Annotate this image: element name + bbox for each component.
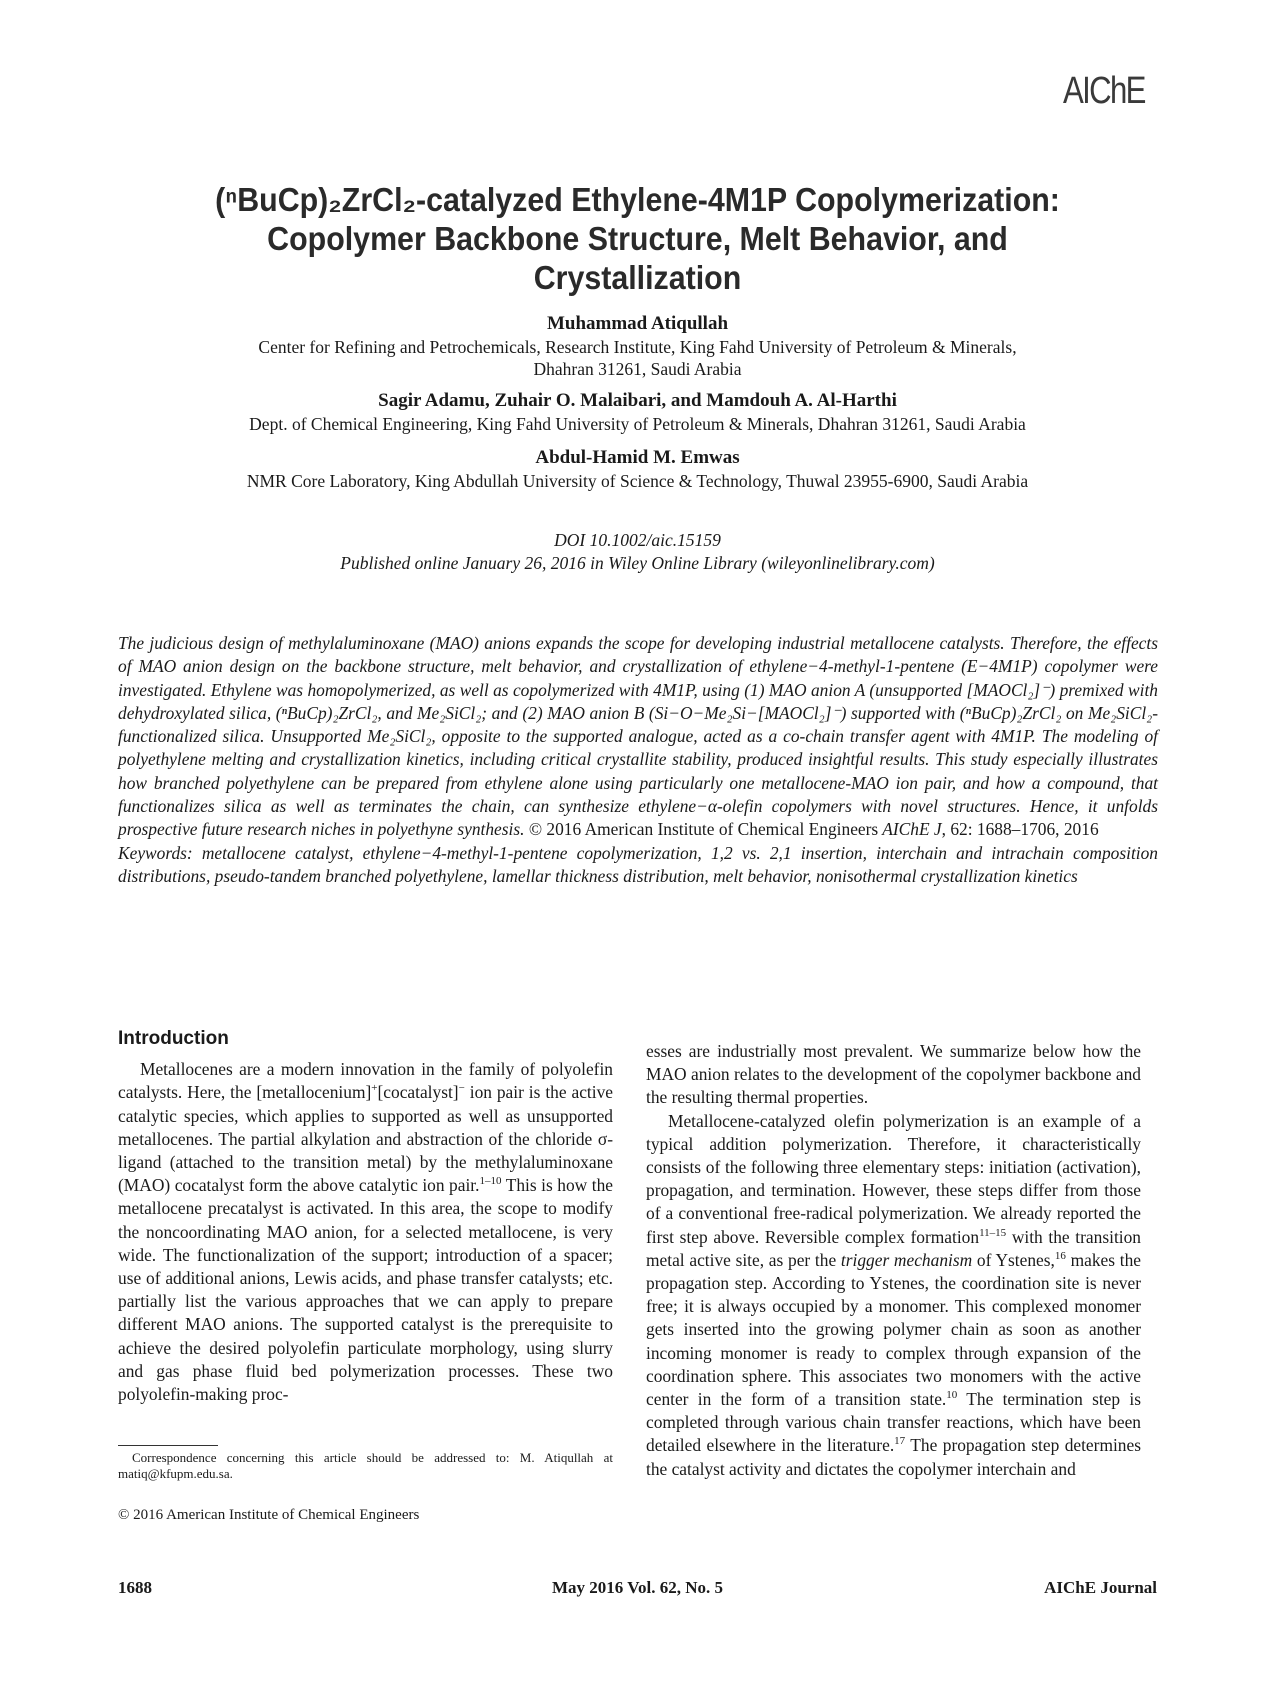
journal-ref: AIChE J (882, 819, 942, 840)
title-line-3: Crystallization (533, 259, 742, 296)
published-online: Published online January 26, 2016 in Wiley Online Library (wileyonlinelibrary.com) (340, 553, 935, 573)
title-line-2: Copolymer Backbone Structure, Melt Behavior, and (267, 220, 1008, 257)
intro-paragraph-1: Metallocenes are a modern innovation in the family of polyolefin catalysts. Here, the [metallocenium]+[cocatalyst]− ion pair is the active catalytic species, which applies to supported as well as unsupported metallocenes. The partial alkylation and abstraction of the chloride σ-ligand (attached to the transition metal) by the methylaluminoxane (MAO) cocatalyst form the above catalytic ion pair.$^{1-10}$ This is how the metallocene precatalyst is activated. In this area, the scope to modify the noncoordinating MAO anion, for a selected metallocene, is very wide. The functionalization of the support; introduction of a spacer; use of additional anions, Lewis acids, and phase transfer catalysts; etc. partially list the various approaches that we can apply to prepare different MAO anions. The supported catalyst is the prerequisite to achieve the desired polyolefin particulate morphology, using slurry and gas phase fluid bed polymerization processes. These two polyolefin-making proc- (118, 1059, 613, 1405)
intro-paragraph-2: Metallocene-catalyzed olefin polymerization is an example of a typical addition polymerization. Therefore, it characteristically consists of the following three elementary steps: initiation (activation), propagation, and termination. However, these steps differ from those of a conventional free-radical polymerization. We already reported the first step above. Reversible complex formation$^{11-15}$ with the transition metal active site, as per the trigger mechanism of Ystenes,$^{16}$ makes the propagation step. According to Ystenes, the coordination site is never free; it is always occupied by a monomer. This complexed monomer gets inserted into the growing polymer chain as soon as another incoming monomer is ready to complex through expansion of the coordination sphere. This associates two monomers with the active center in the form of a transition state.$^{10}$ The termination step is completed through various chain transfer reactions, which have been detailed elsewhere in the literature.$^{17}$ The propagation step determines the catalyst activity and dictates the copolymer interchain and (646, 1110, 1142, 1479)
affiliation-3: NMR Core Laboratory, King Abdullah University of Science & Technology, Thuwal 23955-6900, Saudi Arabia (246, 471, 1029, 491)
page-number: 1688 (118, 1578, 152, 1597)
affiliation-1-cont: Dhahran 31261, Saudi Arabia (533, 359, 742, 379)
right-column (646, 1040, 1141, 1481)
keywords: Keywords: metallocene catalyst, ethylene−4-methyl-1-pentene copolymerization, 1,2 vs. 2,1 insertion, interchain and intrachain composition distributions, pseudo-tandem branched polyethylene, lamellar thickness distribution, melt behavior, nonisothermal crystallization kinetics (118, 842, 1158, 886)
abstract-text: The judicious design of methylaluminoxane (MAO) anions expands the scope for developing industrial metallocene catalysts. Therefore, the effects of MAO anion design on the backbone structure, melt behavior, and crystallization of ethylene−4-methyl-1-pentene (E−4M1P) copolymer were investigated. Ethylene was homopolymerized, as well as copolymerized with 4M1P, using (1) MAO anion A (unsupported [MAOCl₂]⁻) premixed with dehydroxylated silica, (ⁿBuCp)₂ZrCl₂, and Me₂SiCl₂; and (2) MAO anion B (Si−O−Me₂Si−[MAOCl₂]⁻) supported with (ⁿBuCp)₂ZrCl₂ on Me₂SiCl₂-functionalized silica. Unsupported Me₂SiCl₂, opposite to the supported analogue, acted as a co-chain transfer agent with 4M1P. The modeling of polyethylene melting and crystallization kinetics, including critical crystallite stability, produced insightful results. This study especially illustrates how branched polyethylene can be prepared from ethylene alone using particularly one metallocene-MAO ion pair, and how a compound, that functionalizes silica as well as terminates the chain, can synthesize ethylene−α-olefin copolymers with novel structures. Hence, it unfolds prospective future research niches in polyethyne synthesis. (118, 633, 1158, 840)
author-2: Sagir Adamu, Zuhair O. Malaibari, and Mamdouh A. Al-Harthi (378, 390, 897, 411)
author-1: Muhammad Atiqullah (546, 313, 729, 334)
issue-info: May 2016 Vol. 62, No. 5 (552, 1578, 723, 1597)
left-column (118, 1027, 613, 1406)
abstract-copyright: © 2016 American Institute of Chemical Engineers (528, 819, 879, 840)
intro-paragraph-cont: esses are industrially most prevalent. We summarize below how the MAO anion relates to the development of the copolymer backbone and the resulting thermal properties. (646, 1041, 1141, 1108)
author-3: Abdul-Hamid M. Emwas (535, 447, 740, 468)
section-heading-introduction: Introduction (118, 1028, 229, 1049)
article-title (189, 180, 1086, 297)
affiliation-2: Dept. of Chemical Engineering, King Fahd University of Petroleum & Minerals, Dhahran 31261, Saudi Arabia (249, 414, 1026, 434)
affiliation-1: Center for Refining and Petrochemicals, Research Institute, King Fahd University of Petroleum & Minerals, (258, 337, 1017, 357)
journal-name: AIChE Journal (1044, 1578, 1157, 1597)
title-line-1: (ⁿBuCp)₂ZrCl₂-catalyzed Ethylene-4M1P Copolymerization: (215, 181, 1060, 218)
copyright-notice: © 2016 American Institute of Chemical Engineers (118, 1507, 420, 1523)
doi: DOI 10.1002/aic.15159 (554, 530, 721, 550)
footnote-divider (118, 1445, 218, 1446)
correspondence-footnote: Correspondence concerning this article should be addressed to: M. Atiqullah at matiq@kfupm.edu.sa. (118, 1450, 613, 1481)
abstract (118, 632, 1158, 888)
journal-ref-rest: , 62: 1688–1706, 2016 (941, 819, 1099, 840)
journal-logo: AIChE (1063, 70, 1145, 112)
